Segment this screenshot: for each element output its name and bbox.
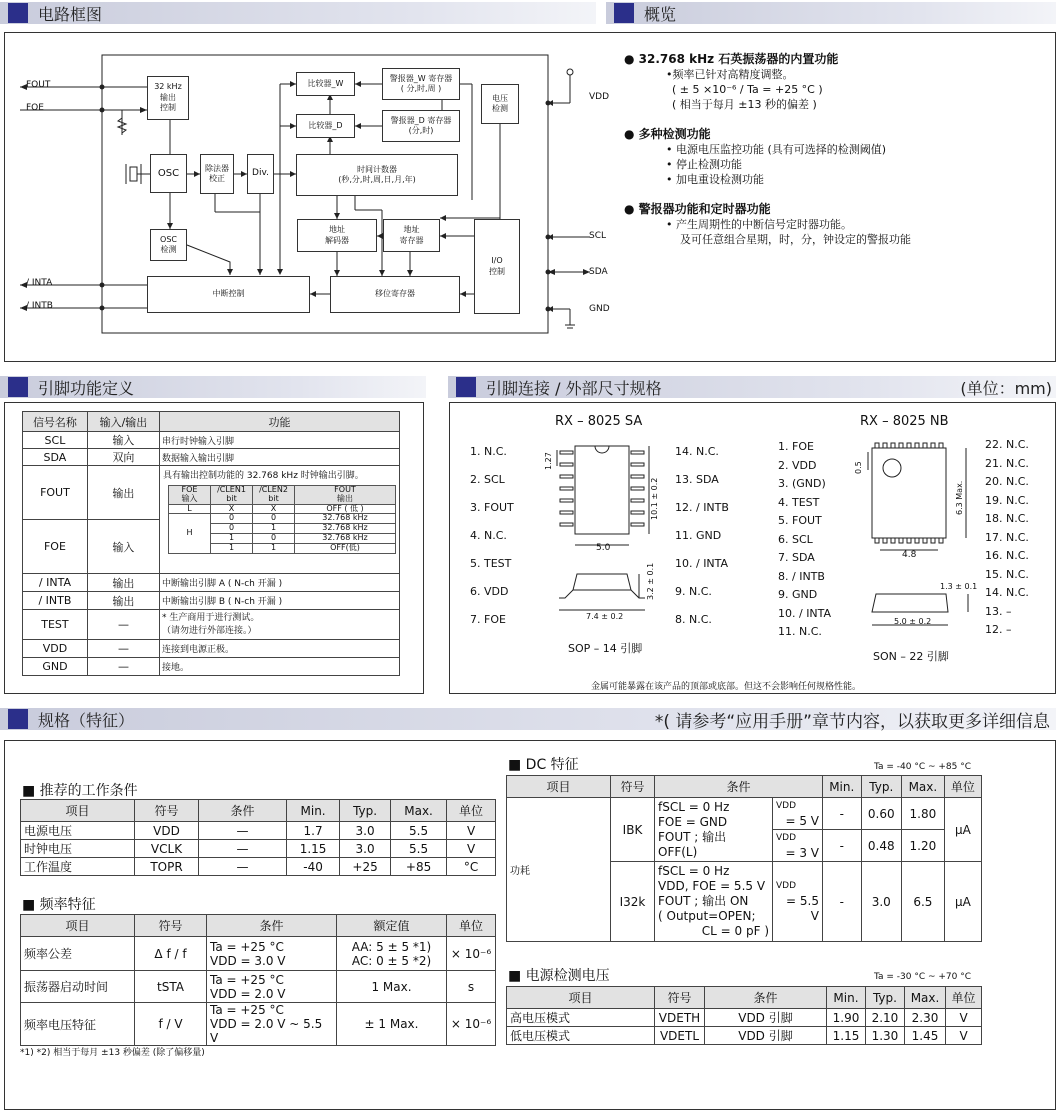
- frequency-table: 项目 符号 条件 额定值 单位 频率公差 Δ f / f Ta = +25 °C VDD = 3.0 V AA: 5 ± 5 *1) AC: 0 ± 5 *2) × 10⁻⁶ 振荡器启动时间 tSTA Ta = +25 °C VDD = 2.0 V 1 Max. s 频率电压特征 f / V Ta = +25 °C VDD = 2.0 V ~ 5.5 V ± 1 Max. × 10⁻⁶: [20, 914, 496, 1046]
- overview-content: [624, 52, 911, 247]
- table-row: GND — 接地。: [23, 658, 400, 676]
- vdet-table: 项目 符号 条件 Min. Typ. Max. 单位 高电压模式 VDETH VDD 引脚 1.90 2.10 2.30 V 低电压模式 VDETL VDD 引脚 1.15 1.30 1.45 V: [506, 986, 982, 1045]
- sop-body: [575, 446, 629, 534]
- frequency-footnote: *1) *2) 相当于每月 ±13 秒偏差 (除了偏移量): [20, 1048, 205, 1058]
- inta-pin-label: / INTA: [26, 278, 53, 288]
- header-square: [8, 377, 28, 397]
- overview-header: [606, 2, 1056, 24]
- overview-line: ( 相当于每月 ±13 秒的偏差 ): [672, 98, 817, 111]
- dim-32: 3.2 ± 0.1: [646, 562, 655, 600]
- dim-50: 5.0: [596, 543, 611, 553]
- io-control-block: I/O 控制: [474, 219, 520, 314]
- header-square: [456, 377, 476, 397]
- voltage-detect-block: 电压 检测: [481, 84, 519, 124]
- overview-title: 概览: [644, 4, 677, 24]
- crystal-symbol: [130, 167, 137, 181]
- table-row: FOUT 输出 具有输出控制功能的 32.768 kHz 时钟输出引脚。 FOE 输入 /CLEN1 bit /CLEN2 bit FOUT 输出 L X X OFF ( 低 ) H 0 0 32.768 kHz 0 1 32.768 kHz 1 0 32.768 kHz 1 1 OFF(低): [23, 466, 400, 520]
- osc-block: OSC: [150, 154, 187, 193]
- dim-48: 4.8: [902, 550, 917, 560]
- sop-side-body: [573, 574, 631, 590]
- col-io: 输入/输出: [87, 412, 159, 432]
- table-row: SDA 双向 数据输入输出引脚: [23, 449, 400, 466]
- sop14-drawing: [545, 440, 675, 630]
- son-body: [872, 448, 946, 538]
- son-side-body: [872, 594, 948, 612]
- divider-correction-block: 除法器 校正: [200, 154, 234, 194]
- table-row: 工作温度 TOPR — -40 +25 +85 °C: [21, 858, 496, 876]
- pin-function-title: 引脚功能定义: [38, 378, 135, 398]
- overview-detect-title: 多种检测功能: [638, 127, 711, 141]
- dc-table: 项目 符号 条件 Min. Typ. Max. 单位 功耗 IBK fSCL = 0 Hz FOE = GND FOUT ; 输出 OFF(L) VDD = 5 V - 0.60 1.80 μA VDD = 3 V - 0.48 1.20 I32k fSCL = 0 Hz VDD, FOE = 5.5 V FOUT ; 输出 ON ( Output=OPEN; CL = 0 pF ) VDD = 5.5 V - 3.0 6.5 μA: [506, 775, 982, 942]
- overview-line: ( ± 5 ×10⁻⁶ / Ta = +25 °C ): [672, 83, 823, 96]
- table-row: I32k fSCL = 0 Hz VDD, FOE = 5.5 V FOUT ; 输出 ON ( Output=OPEN; CL = 0 pF ) VDD = 5.5 V - 3.0 6.5 μA: [507, 862, 982, 942]
- package-note: 金属可能暴露在该产品的顶部或底部。但这不会影响任何规格性能。: [591, 682, 862, 692]
- dc-title: ■ DC 特征: [508, 757, 579, 773]
- table-row: 频率公差 Δ f / f Ta = +25 °C VDD = 3.0 V AA: 5 ± 5 *1) AC: 0 ± 5 *2) × 10⁻⁶: [21, 937, 496, 971]
- table-row: 振荡器启动时间 tSTA Ta = +25 °C VDD = 2.0 V 1 Max. s: [21, 971, 496, 1003]
- pin-connection-header: [448, 376, 1056, 398]
- frequency-title: ■ 频率特征: [22, 897, 96, 913]
- block-diagram-title: 电路框图: [38, 4, 103, 24]
- overview-item-crystal: ● 32.768 kHz 石英振荡器的内置功能: [624, 52, 839, 66]
- col-signal: 信号名称: [23, 412, 88, 432]
- dim-13: 1.3 ± 0.1: [940, 582, 978, 591]
- foe-sub-table: FOE 输入 /CLEN1 bit /CLEN2 bit FOUT 输出 L X X OFF ( 低 ) H 0 0 32.768 kHz 0 1 32.768 kHz 1 0 32.768 kHz 1 1 OFF(低): [168, 485, 396, 554]
- pin-function-header: [0, 376, 426, 398]
- spec-title: 规格（特征）: [38, 710, 135, 730]
- table-row: 高电压模式 VDETH VDD 引脚 1.90 2.10 2.30 V: [507, 1009, 982, 1027]
- gnd-pin-label: GND: [589, 304, 610, 314]
- table-row: SCL 输入 串行时钟输入引脚: [23, 432, 400, 449]
- dim-05: 0.5: [854, 461, 863, 474]
- dim-63: 6.3 Max.: [955, 480, 964, 515]
- nb-title: RX – 8025 NB: [860, 414, 949, 429]
- overview-item-detect: ● 多种检测功能: [624, 127, 711, 141]
- table-row: 频率电压特征 f / V Ta = +25 °C VDD = 2.0 V ~ 5.5 V ± 1 Max. × 10⁻⁶: [21, 1003, 496, 1046]
- table-row: 低电压模式 VDETL VDD 引脚 1.15 1.30 1.45 V: [507, 1027, 982, 1045]
- time-counter-block: 时间计数器 (秒,分,时,周,日,月,年): [296, 154, 458, 196]
- table-row: VDD — 连接到电源正极。: [23, 640, 400, 658]
- unit-label: (单位：mm): [960, 378, 1052, 398]
- header-square: [8, 709, 28, 729]
- overview-line: •频率已针对高精度调整。: [666, 68, 794, 81]
- spec-header: [0, 708, 1056, 730]
- overview-line: • 停止检测功能: [666, 158, 742, 171]
- foe-pin-label: FOE: [26, 103, 44, 113]
- recommended-table: 项目 符号 条件 Min. Typ. Max. 单位 电源电压 VDD — 1.7 3.0 5.5 V 时钟电压 VCLK — 1.15 3.0 5.5 V 工作温度 TOPR — -40 +25 +85 °C: [20, 799, 496, 876]
- sop-caption: SOP – 14 引脚: [568, 642, 643, 655]
- sda-pin-label: SDA: [589, 267, 608, 277]
- fout-description: 具有输出控制功能的 32.768 kHz 时钟输出引脚。: [163, 471, 364, 481]
- overview-item-alarm: ● 警报器功能和定时器功能: [624, 202, 771, 216]
- dim-502: 5.0 ± 0.2: [894, 617, 932, 626]
- table-row: / INTB 输出 中断输出引脚 B ( N-ch 开漏 ): [23, 592, 400, 610]
- table-row: / INTA 输出 中断输出引脚 A ( N-ch 开漏 ): [23, 574, 400, 592]
- overview-line: 及可任意组合星期，时，分，钟设定的警报功能: [680, 233, 911, 246]
- vdet-condition: Ta = -30 °C ~ +70 °C: [874, 972, 972, 982]
- vdet-title: ■ 电源检测电压: [508, 968, 610, 984]
- fout-pin-label: FOUT: [26, 80, 51, 90]
- dim-101: 10.1 ± 0.2: [650, 477, 659, 520]
- comparator-d-block: 比较器_D: [296, 114, 355, 138]
- address-register-block: 地址 寄存器: [383, 219, 440, 252]
- interrupt-control-block: 中断控制: [147, 276, 310, 313]
- dc-condition: Ta = -40 °C ~ +85 °C: [874, 762, 972, 772]
- table-row: 电源电压 VDD — 1.7 3.0 5.5 V: [21, 822, 496, 840]
- osc-detect-block: OSC 检测: [150, 229, 187, 261]
- comparator-w-block: 比较器_W: [296, 72, 355, 96]
- son-pads: [875, 443, 943, 543]
- address-decoder-block: 地址 解码器: [297, 219, 377, 252]
- alarm-d-register-block: 警报器_D 寄存器 (分,时): [382, 110, 460, 142]
- vdd-terminal: [567, 69, 573, 75]
- table-row: 功耗 IBK fSCL = 0 Hz FOE = GND FOUT ; 输出 OFF(L) VDD = 5 V - 0.60 1.80 μA: [507, 798, 982, 830]
- output-control-block: 32 kHz 输出 控制: [147, 76, 189, 120]
- table-row: VDD = 3 V - 0.48 1.20: [507, 830, 982, 862]
- div-block: Div.: [247, 154, 274, 194]
- pin-connection-title: 引脚连接 / 外部尺寸规格: [486, 378, 662, 398]
- overview-line: • 产生周期性的中断信号定时器功能。: [666, 218, 852, 231]
- sa-title: RX – 8025 SA: [555, 414, 643, 429]
- shift-register-block: 移位寄存器: [330, 276, 460, 313]
- overview-crystal-title: 32.768 kHz 石英振荡器的内置功能: [638, 52, 839, 66]
- dim-74: 7.4 ± 0.2: [586, 612, 624, 621]
- intb-pin-label: / INTB: [26, 301, 53, 311]
- alarm-w-register-block: 警报器_W 寄存器 ( 分,时,周 ): [382, 68, 460, 100]
- overview-alarm-title: 警报器功能和定时器功能: [638, 202, 771, 216]
- dim-127: 1.27: [544, 452, 553, 470]
- table-row: FOE 输入: [23, 520, 400, 574]
- spec-note: *( 请参考“应用手册”章节内容，以获取更多详细信息: [654, 711, 1050, 732]
- overview-line: • 加电重设检测功能: [666, 173, 764, 186]
- recommended-title: ■ 推荐的工作条件: [22, 783, 138, 799]
- overview-line: • 电源电压监控功能 (具有可选择的检测阈值): [666, 143, 887, 156]
- pin-function-table: [22, 411, 400, 676]
- sop-leads: [560, 451, 644, 526]
- son22-drawing: [850, 440, 980, 630]
- son-caption: SON – 22 引脚: [873, 650, 949, 663]
- vdd-pin-label: VDD: [589, 92, 610, 102]
- col-function: 功能: [160, 412, 400, 432]
- table-row: TEST — * 生产商用于进行测试。 （请勿进行外部连接。）: [23, 610, 400, 640]
- table-row: 时钟电压 VCLK — 1.15 3.0 5.5 V: [21, 840, 496, 858]
- scl-pin-label: SCL: [589, 231, 607, 241]
